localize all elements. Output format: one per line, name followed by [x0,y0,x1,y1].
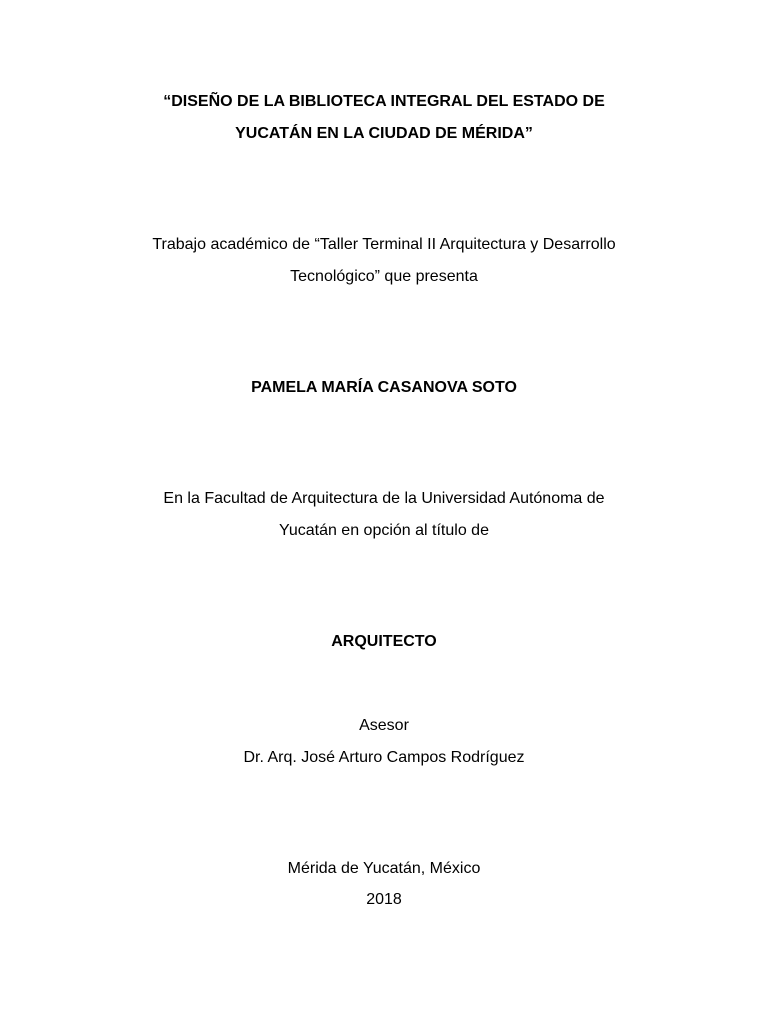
advisor-name: Dr. Arq. José Arturo Campos Rodríguez [243,749,525,766]
author-name: PAMELA MARÍA CASANOVA SOTO [251,379,517,396]
work-description-line-1: Trabajo académico de “Taller Terminal II Arquitectura y Desarrollo [152,236,616,253]
degree-title: ARQUITECTO [331,633,437,650]
faculty-line-1: En la Facultad de Arquitectura de la Universidad Autónoma de [163,490,605,507]
advisor-label: Asesor [359,717,409,734]
year: 2018 [366,891,402,908]
work-description-line-2: Tecnológico” que presenta [290,268,478,285]
thesis-title-line-2: YUCATÁN EN LA CIUDAD DE MÉRIDA” [235,125,533,142]
place: Mérida de Yucatán, México [287,860,481,877]
faculty-line-2: Yucatán en opción al título de [279,522,489,539]
thesis-title-line-1: “DISEÑO DE LA BIBLIOTECA INTEGRAL DEL ESTADO DE [163,93,605,110]
